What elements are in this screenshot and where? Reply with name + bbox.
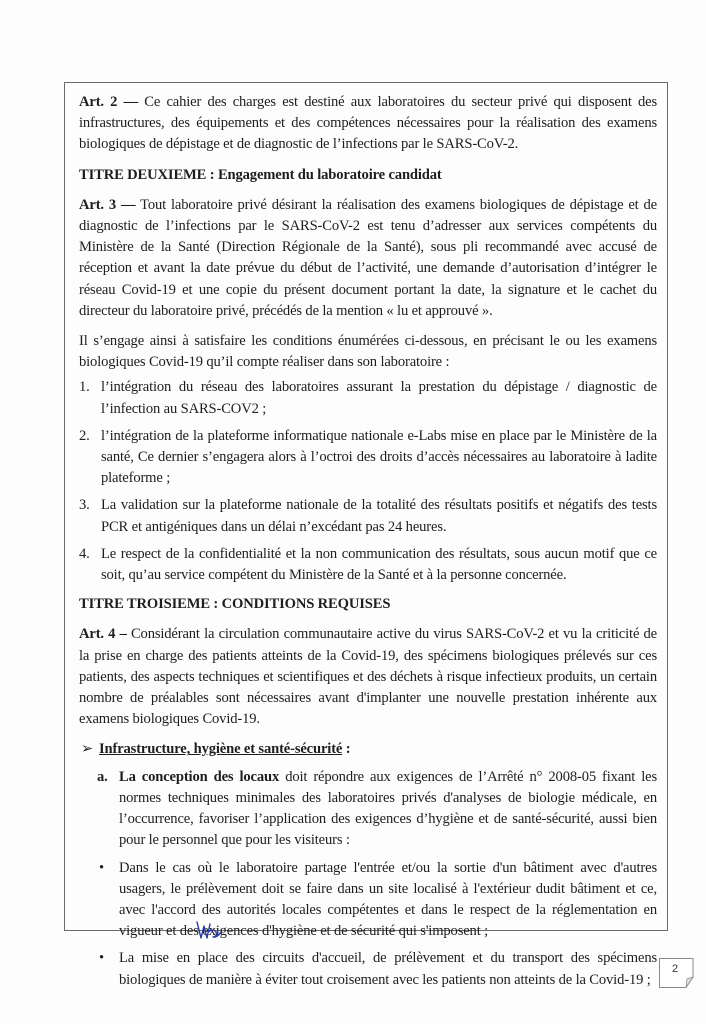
item-a-bold: La conception des locaux <box>119 768 280 785</box>
bullet-text: Dans le cas où le laboratoire partage l'entrée et/ou la sortie d'un bâtiment avec d'autres usagers, le prélèvement doit se faire dans un site localisé à l'extérieur dudit bâtiment et ce, avec l'accord des autorités locales compétentes et dans le respect de la réglementation en vigueur et des exigences d'hygiène et de sécurité qui s'imposent ; <box>119 859 657 940</box>
bullet-icon: • <box>99 859 104 876</box>
engagement-intro: Il s’engage ainsi à satisfaire les conditions énumérées ci-dessous, en précisant le ou les examens biologiques Covid-19 qu’il compte réaliser dans son laboratoire : <box>79 333 657 371</box>
list-item <box>79 544 657 586</box>
arrow-bullet-icon: ➢ <box>81 741 94 758</box>
bullet-icon: • <box>99 950 104 967</box>
list-item-number: 1. <box>79 379 90 396</box>
document-body <box>79 92 657 997</box>
list-item-text: l’intégration du réseau des laboratoires assurant la prestation du dépistage / diagnostic de l’infection au SARS-COV2 ; <box>101 379 657 417</box>
list-item-number: 2. <box>79 427 90 444</box>
item-a-text: doit répondre aux exigences de l’Arrêté n° 2008-05 fixant les normes techniques minimales des laboratoires privés d'analyses de biologie médicale, en l’occurrence, favoriser l’application des exigences d’hygiène et de santé-sécurité, aussi bien pour le personnel que pour les visiteurs : <box>119 768 657 849</box>
article-2 <box>79 92 657 156</box>
subsection-heading <box>79 739 657 760</box>
list-item-text: l’intégration de la plateforme informatique nationale e-Labs mise en place par le Ministère de la santé, Ce dernier s’engagera alors à l’octroi des droits d’accès nécessaires au laboratoire à ladite plateforme ; <box>101 427 657 487</box>
bullet-item <box>79 948 657 990</box>
bullet-text: La mise en place des circuits d'accueil, de prélèvement et du transport des spécimens biologiques de manière à éviter tout croisement avec les patients non atteints de la Covid-19 ; <box>119 950 657 988</box>
bullet-list <box>79 858 657 991</box>
list-item <box>79 377 657 419</box>
list-item-number: 3. <box>79 497 90 514</box>
list-item <box>79 426 657 490</box>
list-item-number: 4. <box>79 545 90 562</box>
article-4-text: Considérant la circulation communautaire active du virus SARS-CoV-2 et vu la criticité de la prise en charge des patients atteints de la Covid-19, des spécimens biologiques prélevés sur ces patients, des aspects techniques et scientifiques et des déchets à risque infectieux produits, un certain nombre de préalables sont nécessaires avant d'implanter une nouvelle prestation inhérente aux examens biologiques Covid-19. <box>79 626 657 728</box>
subsection-title: Infrastructure, hygiène et santé-sécurité <box>99 741 343 758</box>
titre-deuxieme-heading: TITRE DEUXIEME : Engagement du laboratoire candidat <box>79 166 442 183</box>
titre-troisieme-heading: TITRE TROISIEME : CONDITIONS REQUISES <box>79 596 391 613</box>
page-number: 2 <box>671 963 679 975</box>
article-4-label: Art. 4 – <box>79 626 127 643</box>
list-item-text: Le respect de la confidentialité et la non communication des résultats, sous aucun motif que ce soit, qu’au service compétent du Ministère de la Santé et à la personne concernée. <box>101 545 657 584</box>
handwritten-initials-icon <box>194 918 224 942</box>
item-a <box>79 767 657 852</box>
item-a-letter: a. <box>97 768 108 785</box>
page-number-badge <box>659 958 694 988</box>
article-3 <box>79 195 657 322</box>
article-3-label: Art. 3 — <box>79 196 136 213</box>
article-4 <box>79 624 657 730</box>
conditions-list <box>79 377 657 586</box>
subsection-suffix: : <box>342 741 351 758</box>
article-3-text: Tout laboratoire privé désirant la réalisation des examens biologiques de dépistage et de diagnostic de l’infections par le SARS-CoV-2 est tenu d’adresser aux services compétents du Ministère de la Santé (Direction Régionale de la Santé), sous pli recommandé avec accusé de réception et avant la date prévue du début de l’activité, une demande d’autorisation d’intégrer le réseau Covid-19 et une copie du présent document portant la date, la signature et le cachet du directeur du laboratoire privé, précédés de la mention « lu et approuvé ». <box>79 196 658 319</box>
bullet-item <box>79 858 657 943</box>
article-2-text: Ce cahier des charges est destiné aux laboratoires du secteur privé qui disposent des infrastructures, des équipements et des compétences nécessaires pour la réalisation des examens biologiques de dépistage et de diagnostic de l’infections par le SARS-CoV-2. <box>79 94 658 153</box>
list-item <box>79 495 657 537</box>
article-2-label: Art. 2 — <box>79 94 139 110</box>
list-item-text: La validation sur la plateforme nationale de la totalité des résultats positifs et négatifs des tests PCR et antigéniques dans un délai n’excédant pas 24 heures. <box>101 497 657 535</box>
